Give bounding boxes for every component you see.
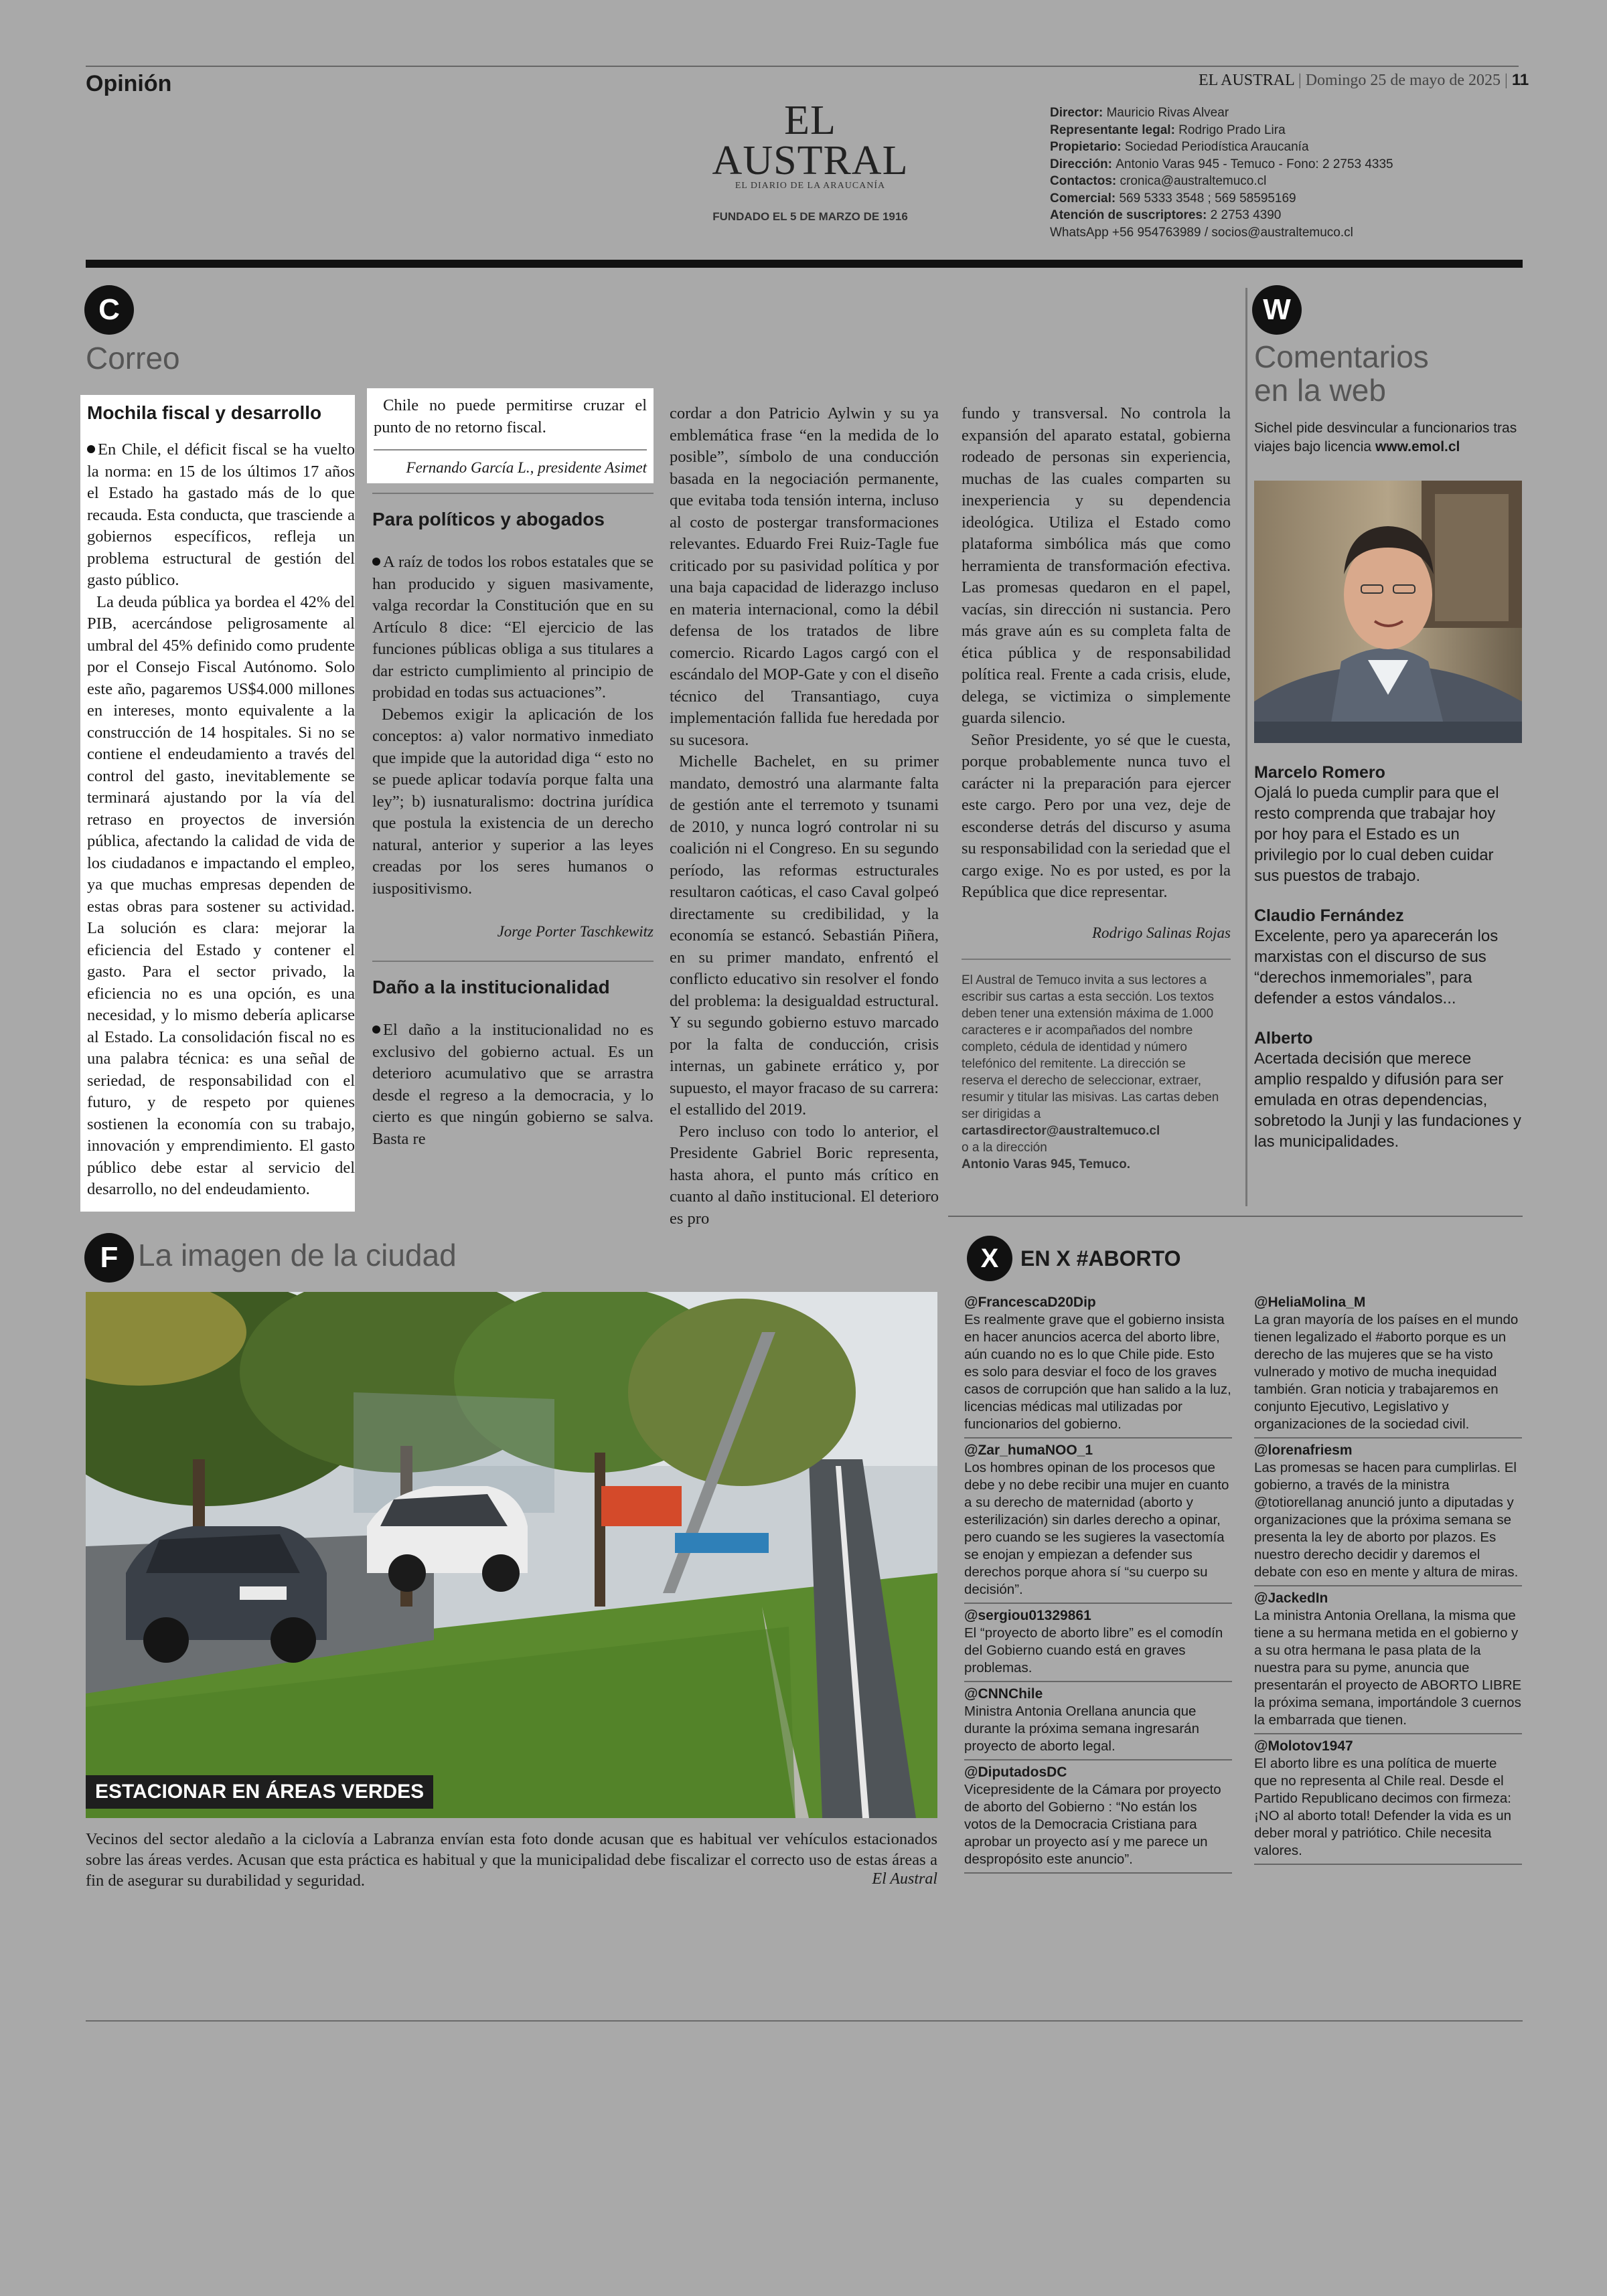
- bullet-dot: [372, 1026, 380, 1034]
- tweet: [1254, 1737, 1522, 1865]
- letter1-continuation-box: [367, 388, 654, 483]
- tweet-handle[interactable]: @HeliaMolina_M: [1254, 1295, 1366, 1310]
- masthead: [683, 100, 937, 224]
- masthead-title: EL AUSTRAL: [712, 98, 909, 183]
- letter3-paragraph-3-cont: fundo y transversal. No controla la expansión del aparato estatal, gobierna rodeado de personas sin experiencia, muchas de las cuales comparten su inexperiencia y su dependencia ideológica. Utiliza el Estado como plataforma simbólica más que como herramienta de transformación efectiva. Las promesas quedaron en el papel, vacías, sin dirección ni sustancia. Pero más grave aún es su completa falta de ética pública y de responsabilidad política real. Frente a cada crisis, elude, delega, se victimiza o simplemente guarda silencio.: [962, 404, 1231, 727]
- signature-rule: [374, 449, 647, 450]
- column-divider: [372, 961, 654, 962]
- header-top-rule: [86, 66, 1519, 67]
- dateline-date: Domingo 25 de mayo de 2025: [1305, 72, 1501, 89]
- tweet-text: Los hombres opinan de los procesos que debe y no debe recibir una mujer en cuanto a su derecho de maternidad (aborto y esterilización) sin darles derecho a opinar, pero cuando se les sugieres la vasectomía se enojan y empiezan a defender sus derechos porque ahora sí “su cuerpo su decisión”.: [964, 1460, 1229, 1597]
- letter3-paragraph-1-start: El daño a la institucionalidad no es exclusivo del gobierno actual. Es un deterioro acumulativo que se arrastra desde el regreso a la democracia, y lo cierto es que ningún gobierno se salva. Basta re: [372, 1021, 654, 1148]
- x-section-title: EN X #ABORTO: [1020, 1246, 1181, 1270]
- staff-line: Comercial: 569 5333 3548 ; 569 58595169: [1050, 191, 1296, 206]
- staff-box: [1050, 104, 1393, 241]
- city-credit: El Austral: [872, 1870, 937, 1888]
- bullet-dot: [87, 445, 95, 453]
- city-section-icon: F: [84, 1233, 134, 1283]
- letter1-continuation: Chile no puede permitirse cruzar el punto de no retorno fiscal.: [374, 396, 647, 436]
- tweet-text: El “proyecto de aborto libre” es el comodín del Gobierno cuando está en graves problemas.: [964, 1625, 1223, 1675]
- tweet-divider: [1254, 1437, 1522, 1439]
- staff-line: Propietario: Sociedad Periodística Araucanía: [1050, 140, 1309, 154]
- web-comment-author: Marcelo Romero: [1254, 763, 1385, 782]
- tweet-divider: [964, 1872, 1232, 1874]
- tweet: [1254, 1293, 1522, 1439]
- tweet-divider: [1254, 1733, 1522, 1734]
- letter1-title: Mochila fiscal y desarrollo: [87, 402, 322, 423]
- tweet-handle[interactable]: @DiputadosDC: [964, 1765, 1067, 1780]
- web-comment: [1254, 763, 1522, 886]
- column-divider: [962, 959, 1231, 960]
- staff-line: Director: Mauricio Rivas Alvear: [1050, 106, 1229, 120]
- letter3-paragraph-2: Michelle Bachelet, en su primer mandato, demostró una alarmante falta de gestión ante el terremoto y tsunami de 2010, y nunca logró controlar ni su coalición ni el Congreso. En su segundo período, las reformas estructurales resultaron caóticas, el caso Caval golpeó directamente su credibilidad, y la economía se estancó. Sebastián Piñera, en su primer mandato, enfrentó el conflicto educativo sin resolver el fondo del problema: la desigualdad estructural. Y su segundo gobierno estuvo marcado por la falta de conducción, crisis internas, un gabinete errático y, por supuesto, el mayor fracaso de su carrera: el estallido del 2019.: [670, 752, 939, 1119]
- letter2-paragraph-2: Debemos exigir la aplicación de los conceptos: a) valor normativo inmediato que impide que la autoridad diga “ esto no se puede aplicar todavía porque falta una ley”; b) iusnaturalismo: doctrina jurídica que postula la existencia de un derecho natural, anterior y superior a las leyes creadas por los seres humanos o iuspositivismo.: [372, 705, 654, 898]
- correo-column-3: [670, 403, 939, 1230]
- column-divider: [372, 493, 654, 494]
- x-section-icon: X: [967, 1236, 1012, 1281]
- letter3-paragraph-1-cont: cordar a don Patricio Aylwin y su ya emblemática frase “en la medida de lo posible”, símbolo de una conducción basada en la negociación permanente, que evitaba toda tensión interna, incluso al costo de postergar transformaciones relevantes. Eduardo Frei Ruiz-Tagle fue criticado por su pasividad política y por una baja capacidad de liderazgo incluso en materia internacional, como la débil defensa de los tratados de libre comercio. Ricardo Lagos cargó con el escándalo del MOP-Gate y con el diseño técnico del Transantiago, cuya implementación fallida fue heredada por su sucesora.: [670, 404, 939, 749]
- letter3-paragraph-3-start: Pero incluso con todo lo anterior, el Presidente Gabriel Boric representa, hasta ahora, el punto más crítico en cuanto al daño institucional. El deterioro es pro: [670, 1122, 939, 1228]
- letter1-paragraph-2: La deuda pública ya bordea el 42% del PIB, acercándose peligrosamente al umbral del 45% definido como prudente por el Consejo Fiscal Autónomo. Solo este año, pagaremos US$4.000 millones en intereses, monto equivalente a la construcción de 14 hospitales. Si no se contiene el endeudamiento a través del control del gasto, inevitablemente se terminará ajustando por la vía del retraso en proyectos de inversión pública, afectando la calidad de vida de los ciudadanos e impactando el empleo, ya que muchas empresas dependen de estas obras para sostener su actividad. La solución es clara: mejorar la eficiencia del Estado y contener el gasto. Para el sector privado, la eficiencia no es una opción, es una necesidad, y lo mismo debería aplicarse al Estado. La consolidación fiscal no es una palabra técnica: es una señal de seriedad, de responsabilidad con el futuro, y de respeto por quienes sostienen la economía con su trabajo, innovación y emprendimiento. El gasto público debe estar al servicio del desarrollo, no del endeudamiento.: [87, 592, 355, 1198]
- tweet-text: Las promesas se hacen para cumplirlas. El gobierno, a través de la ministra @totiorellanag anunció junto a diputadas y organizaciones que la próxima semana se presenta la ley de aborto por plazos. Es nuestro derecho decidir y daremos el debate con eso en mente y altura de miras.: [1254, 1460, 1519, 1580]
- web-comment: [1254, 1029, 1522, 1152]
- tweet-text: La ministra Antonia Orellana, la misma que tiene a su hermana metida en el gobierno y a su otra hermana le pasa plata de la nuestra para su pyme, anuncia que presentarán el proyecto de ABORTO LIBRE la próxima semana, importándole 3 cuernos la embarrada que tienen.: [1254, 1608, 1522, 1728]
- web-comment-author: Claudio Fernández: [1254, 906, 1404, 925]
- tweet: [1254, 1589, 1522, 1734]
- tweet-handle[interactable]: @sergiou01329861: [964, 1608, 1091, 1623]
- correo-title: Correo: [86, 341, 180, 376]
- tweet: [964, 1685, 1232, 1760]
- tweet: [964, 1607, 1232, 1682]
- staff-line: Representante legal: Rodrigo Prado Lira: [1050, 122, 1286, 137]
- web-photo: [1254, 481, 1522, 743]
- web-comment-text: Excelente, pero ya aparecerán los marxistas con el discurso de sus “derechos inmemoriales”, para defender a estos vándalos...: [1254, 927, 1499, 1007]
- web-comment-text: Ojalá lo pueda cumplir para que el resto comprenda que trabajar hoy por hoy para el Estado es un privilegio por lo cual deben cuidar sus puestos de trabajo.: [1254, 784, 1499, 885]
- letter3-signature: Rodrigo Salinas Rojas: [1091, 924, 1231, 941]
- tweet-divider: [1254, 1585, 1522, 1586]
- tweet-handle[interactable]: @Molotov1947: [1254, 1738, 1353, 1754]
- tweet-divider: [1254, 1864, 1522, 1865]
- city-caption: Vecinos del sector aledaño a la ciclovía a Labranza envían esta foto donde acusan que es habitual ver vehículos estacionados sobre las áreas verdes. Acusan que esta práctica es habitual y que la municipalidad debe fiscalizar el correcto uso de estas áreas a fin de asegurar su durabilidad y seguridad.: [86, 1830, 937, 1890]
- web-title: Comentarios en la web: [1254, 339, 1429, 408]
- tweet-divider: [964, 1681, 1232, 1682]
- tweet-divider: [964, 1603, 1232, 1604]
- tweet: [964, 1293, 1232, 1439]
- masthead-subtitle: EL DIARIO DE LA ARAUCANÍA: [735, 181, 886, 191]
- letter3-title: Daño a la institucionalidad: [372, 976, 610, 997]
- city-photo: [86, 1292, 937, 1818]
- tweet-text: El aborto libre es una política de muerte que no representa al Chile real. Desde el Partido Republicano decimos con firmeza: ¡NO al aborto total! Defender la vida es un deber moral y patriótico. Chile necesita valores.: [1254, 1756, 1512, 1858]
- letter2-title: Para políticos y abogados: [372, 508, 605, 529]
- tweet-text: Ministra Antonia Orellana anuncia que durante la próxima semana ingresarán proyecto de aborto legal.: [964, 1704, 1199, 1754]
- tweet-handle[interactable]: @lorenafriesm: [1254, 1443, 1353, 1458]
- founded-note: FUNDADO EL 5 DE MARZO DE 1916: [712, 210, 908, 223]
- letter1-column: [80, 395, 355, 1212]
- photo-label: ESTACIONAR EN ÁREAS VERDES: [86, 1775, 433, 1809]
- staff-line: Dirección: Antonio Varas 945 - Temuco - Fono: 2 2753 4335: [1050, 157, 1393, 171]
- tweet-handle[interactable]: @Zar_humaNOO_1: [964, 1443, 1093, 1458]
- tweet-text: La gran mayoría de los países en el mundo tienen legalizado el #aborto porque es un derecho de las mujeres que se ha visto vulnerado y motivo de mucha inequidad también. Gran noticia y trabajaremos en conjunto Ejecutivo, Legislativo y organizaciones de la sociedad civil.: [1254, 1312, 1519, 1432]
- dateline-paper: EL AUSTRAL: [1199, 72, 1294, 89]
- staff-line: Atención de suscriptores: 2 2753 4390: [1050, 208, 1282, 222]
- web-column-divider: [1245, 288, 1247, 1206]
- web-comment-text: Acertada decisión que merece amplio respaldo y difusión para ser emulada en otras dependencias, sobretodo la Junji y las fundaciones y las municipalidades.: [1254, 1050, 1521, 1151]
- web-comment-author: Alberto: [1254, 1029, 1313, 1048]
- city-title: La imagen de la ciudad: [138, 1238, 457, 1273]
- letter2-signature: Jorge Porter Taschkewitz: [497, 923, 654, 940]
- letter3-paragraph-4: Señor Presidente, yo sé que le cuesta, porque probablemente nunca tuvo el carácter ni la preparación para ejercer este cargo. Pero por una vez, deje de esconderse detrás del discurso y asuma su responsabilidad con la seriedad que el cargo exige. No es por usted, es por la República que dice representar.: [962, 730, 1231, 901]
- correo-column-2: [372, 388, 654, 1150]
- tweet-handle[interactable]: @CNNChile: [964, 1686, 1043, 1702]
- x-right-column: [1254, 1293, 1522, 1868]
- x-left-column: [964, 1293, 1232, 1876]
- tweet: [964, 1763, 1232, 1874]
- letter2-paragraph-1: A raíz de todos los robos estatales que se han producido y siguen masivamente, valga recordar la Constitución que en su Artículo 8 dice: “El ejercicio de las funciones públicas obliga a sus titulares a dar estricto cumplimiento al principio de probidad en todas sus actuaciones”.: [372, 553, 654, 702]
- tweet: [1254, 1441, 1522, 1586]
- staff-line: WhatsApp +56 954763989 / socios@australtemuco.cl: [1050, 225, 1353, 240]
- letters-notice: El Austral de Temuco invita a sus lectores a escribir sus cartas a esta sección. Los textos deben tener una extensión máxima de 1.000 caracteres e ir acompañados del nombre completo, cédula de identidad y número telefónico del remitente. La dirección se reserva el derecho de seleccionar, extraer, resumir y titular las misivas. Las cartas deben ser dirigidas a cartasdirector@australtemuco.cl o a la dirección Antonio Varas 945, Temuco.: [962, 973, 1219, 1171]
- tweet-handle[interactable]: @JackedIn: [1254, 1590, 1328, 1606]
- tweet-handle[interactable]: @FrancescaD20Dip: [964, 1295, 1096, 1310]
- section-label: Opinión: [86, 71, 172, 96]
- notice-email[interactable]: cartasdirector@australtemuco.cl: [962, 1124, 1160, 1138]
- tweet: [964, 1441, 1232, 1604]
- header-thick-rule: [86, 260, 1523, 268]
- letter1-paragraph-1: En Chile, el déficit fiscal se ha vuelto la norma: en 15 de los últimos 17 años el Estado ha gastado más de lo que recauda. Esta conducta, que trasciende a gobiernos específicos, refleja un problema estructural de gestión del gasto público.: [87, 440, 355, 589]
- web-comments: [1254, 763, 1522, 1152]
- web-source-link[interactable]: www.emol.cl: [1375, 439, 1460, 455]
- letter1-signature: Fernando García L., presidente Asimet: [406, 459, 647, 476]
- tweet-divider: [964, 1437, 1232, 1439]
- web-headline: Sichel pide desvincular a funcionarios tras viajes bajo licencia www.emol.cl: [1254, 420, 1517, 455]
- correo-column-4: [962, 403, 1231, 1173]
- correo-section-icon: C: [84, 285, 134, 335]
- staff-line: Contactos: cronica@australtemuco.cl: [1050, 174, 1267, 188]
- page-number: 11: [1511, 71, 1529, 89]
- mid-rule-right: [948, 1216, 1523, 1217]
- web-comment: [1254, 906, 1522, 1009]
- tweet-text: Es realmente grave que el gobierno insista en hacer anuncios acerca del aborto libre, aún cuando no es lo que Chile pide. Esto es solo para desviar el foco de los graves casos de corrupción que han salido a la luz, licencias médicas mal utilizadas por funcionarios del gobierno.: [964, 1312, 1231, 1432]
- web-section-icon: W: [1252, 285, 1302, 335]
- dateline: EL AUSTRAL | Domingo 25 de mayo de 2025 | 11: [1199, 71, 1529, 89]
- footer-rule: [86, 2020, 1523, 2022]
- tweet-text: Vicepresidente de la Cámara por proyecto de aborto del Gobierno : “No están los votos de la Democracia Cristiana para aprobar un proyecto así y me parece un despropósito este anuncio”.: [964, 1782, 1221, 1867]
- bullet-dot: [372, 558, 380, 566]
- tweet-divider: [964, 1759, 1232, 1760]
